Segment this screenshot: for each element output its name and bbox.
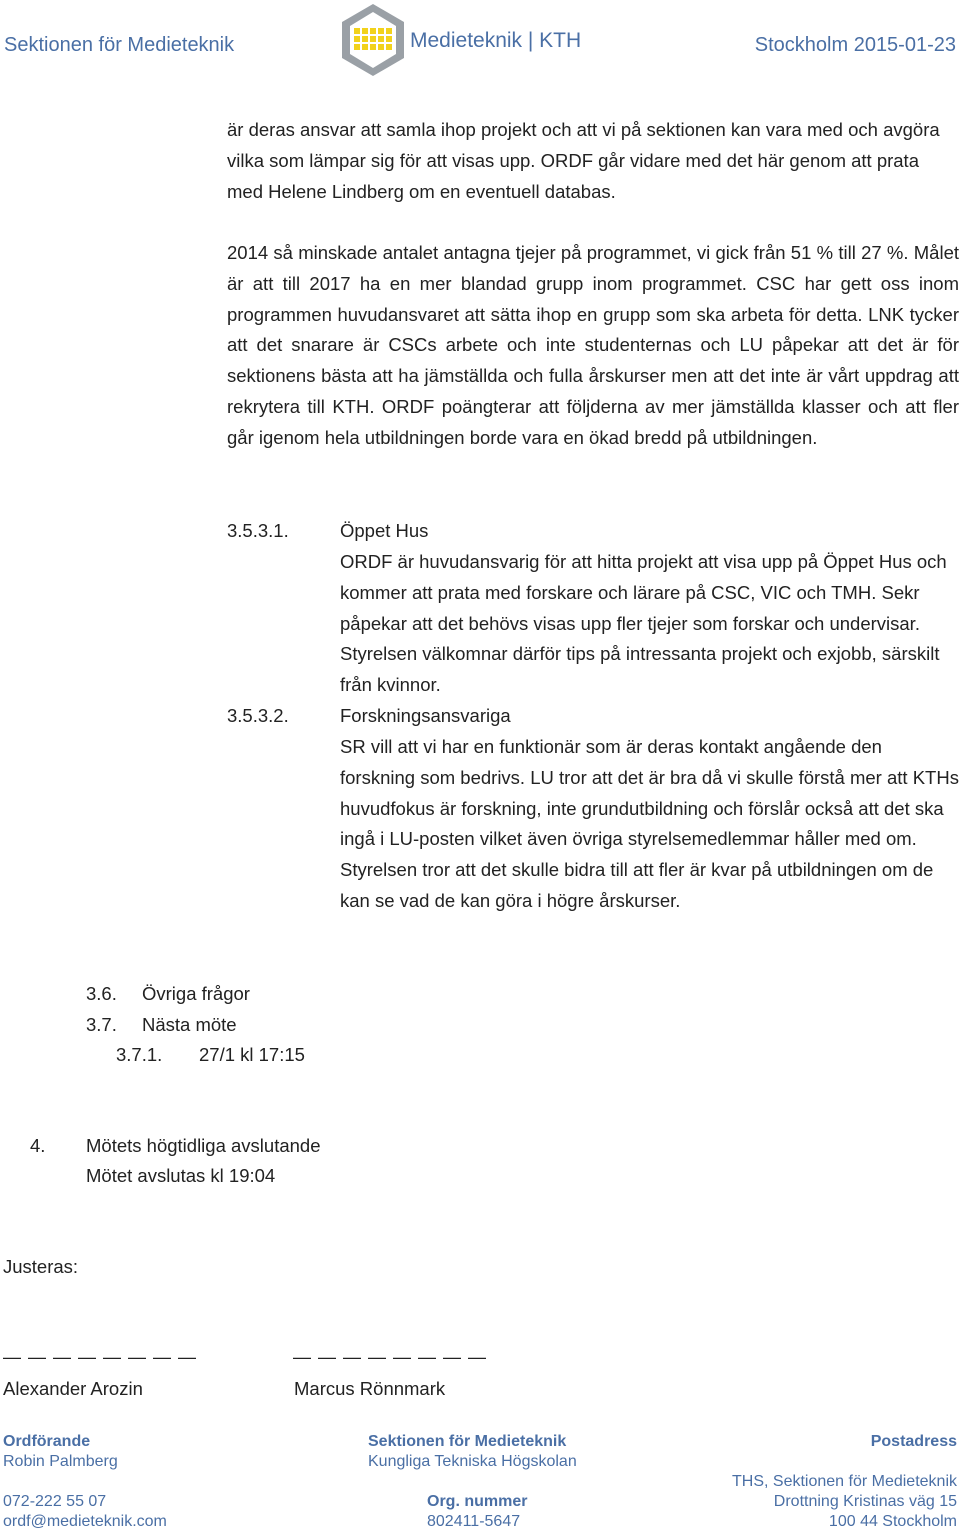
footer-postal-line1: THS, Sektionen för Medieteknik [732,1473,957,1490]
footer-chair-phone: 072-222 55 07 [3,1493,107,1510]
footer-university: Kungliga Tekniska Högskolan [368,1453,577,1470]
agenda-title-datum: 27/1 kl 17:15 [199,1044,305,1065]
header-date: Stockholm 2015-01-23 [754,34,956,56]
item-number-oppet-hus: 3.5.3.1. [227,520,289,541]
item-number-forskning: 3.5.3.2. [227,705,289,726]
item-text-oppet-hus: ORDF är huvudansvarig för att hitta projekt att visa upp på Öppet Hus och kommer att prata med forskare och lärare på CSC, VIC och TMH. Sekr påpekar att det behövs visas upp fler tjejer som forskar och undervisar. Styrelsen välkomnar därför tips på intressanta projekt och exjobb, särskilt från kvinnor. [340,551,947,696]
agenda-title-ovriga: Övriga frågor [142,983,250,1004]
agenda-number-nasta: 3.7. [86,1014,117,1035]
paragraph-databas: är deras ansvar att samla ihop projekt och att vi på sektionen kan vara med och avgöra vilka som lämpar sig för att visas upp. ORDF går vidare med det här genom att prata med Helene Lindberg om en eventuell databas. [227,119,940,202]
item-title-forskning: Forskningsansvariga [340,705,511,726]
footer-chair-label: Ordförande [3,1433,91,1450]
agenda-number-ovriga: 3.6. [86,983,117,1004]
footer-chair-name: Robin Palmberg [3,1453,118,1470]
footer-section-label: Sektionen för Medieteknik [368,1433,567,1450]
signature-line-1: — — — — — — — — [3,1347,198,1367]
footer-chair-email[interactable]: ordf@medieteknik.com [3,1513,167,1530]
paragraph-jamstalldhet: 2014 så minskade antalet antagna tjejer på programmet, vi gick från 51 % till 27 %. Målet är att till 2017 ha en mer blandad grupp inom programmet. CSC har gett oss inom programmen huvudansvaret att sätta ihop en grupp som ska arbeta för detta. LNK tycker att det snarare är CSCs arbete och inte studenternas och LU påpekar att det är för sektionens bästa att ha jämställda och fulla årskurser men att det inte är vårt uppdrag att rekrytera till KTH. ORDF poängterar att följderna av mer jämställda klasser och att fler går igenom hela utbildningen borde vara en ökad bredd på utbildningen. [227,242,959,448]
closing-text: Mötet avslutas kl 19:04 [86,1165,276,1186]
header-brand: Medieteknik | KTH [410,29,582,52]
signature-name-2: Marcus Rönnmark [294,1378,446,1399]
agenda-number-datum: 3.7.1. [116,1044,163,1065]
signatures-label: Justeras: [3,1256,79,1277]
signature-name-1: Alexander Arozin [3,1378,143,1399]
header-section-name: Sektionen för Medieteknik [4,34,235,56]
footer-postal-line2: Drottning Kristinas väg 15 [773,1493,957,1510]
footer-org-label: Org. nummer [427,1493,528,1510]
signature-line-2: — — — — — — — — [293,1347,488,1367]
closing-title: Mötets högtidliga avslutande [86,1135,321,1156]
footer-postal-label: Postadress [870,1433,957,1450]
agenda-title-nasta: Nästa möte [142,1014,237,1035]
footer-org-number: 802411-5647 [427,1513,521,1530]
item-title-oppet-hus: Öppet Hus [340,520,429,541]
medieteknik-logo-icon [340,2,406,78]
closing-number: 4. [30,1135,46,1156]
item-text-forskning: SR vill att vi har en funktionär som är deras kontakt angående den forskning som bedrivs. LU tror att det är bra då vi skulle förstå mer att KTHs huvudfokus är forskning, inte grundutbildning och förslår också att det ska ingå i LU-posten vilket även övriga styrelsemedlemmar håller med om. Styrelsen tror att det skulle bidra till att fler är kvar på utbildningen om de kan se vad de kan göra i högre årskurser. [340,736,959,911]
footer-postal-line3: 100 44 Stockholm [828,1513,957,1530]
